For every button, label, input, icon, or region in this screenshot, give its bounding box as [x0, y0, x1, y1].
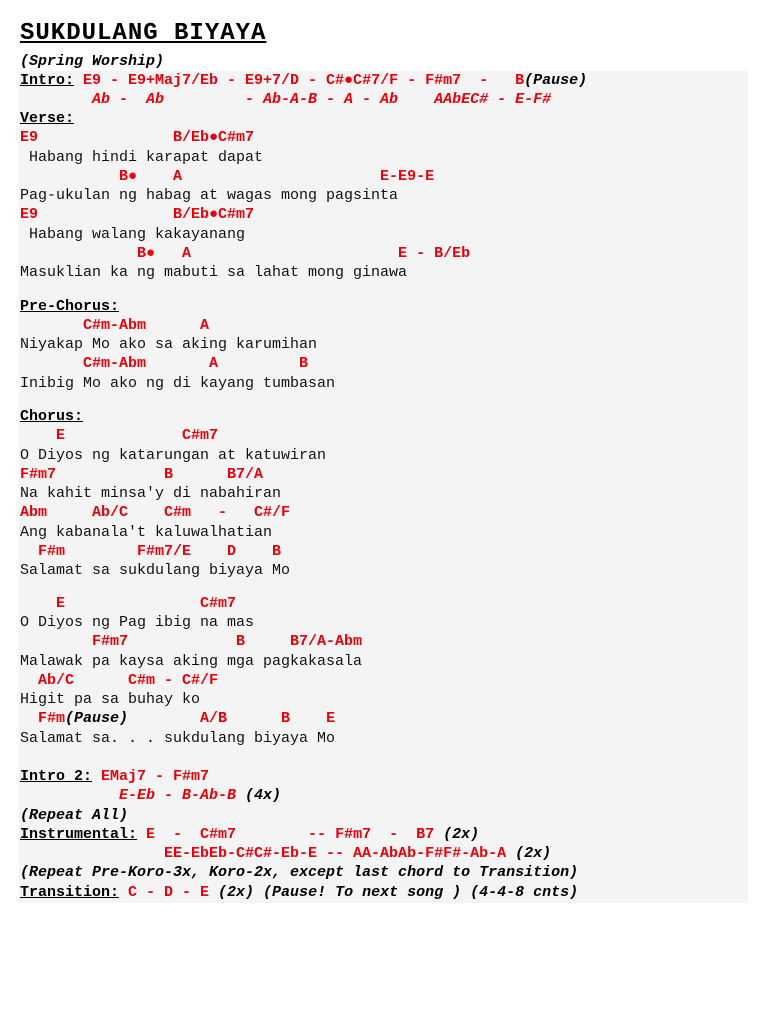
intro2-label: Intro 2: [20, 768, 93, 785]
chorus-chord-line: E C#m7 [20, 595, 237, 612]
instrumental-repeat-1: (2x) [434, 826, 480, 843]
verse-chord-line: E9 B/Eb●C#m7 [20, 206, 255, 223]
verse-lyric-line: Habang walang kakayanang [20, 226, 246, 243]
instrumental-label: Instrumental: [20, 826, 138, 843]
repeat-instructions: (Repeat Pre-Koro-3x, Koro-2x, except last chord to Transition) [20, 864, 579, 881]
instrumental-chords-2: EE-EbEb-C#C#-Eb-E -- AA-AbAb-F#F#-Ab-A [20, 845, 507, 862]
chorus-lyric-line: O Diyos ng katarungan at katuwiran [20, 447, 327, 464]
instrumental-line-2 [20, 844, 551, 863]
prechorus-lyric-line: Niyakap Mo ako sa aking karumihan [20, 336, 318, 353]
verse-lyric-line: Habang hindi karapat dapat [20, 149, 264, 166]
chorus-lyric-line: Ang kabanala't kaluwalhatian [20, 524, 273, 541]
verse-label: Verse: [20, 110, 75, 127]
chorus-chord-line: F#m F#m7/E D B [20, 543, 282, 560]
intro2-repeat: (4x) [236, 787, 282, 804]
intro-line-1 [20, 71, 587, 90]
chorus-chord-line: E C#m7 [20, 427, 219, 444]
verse-chord-line: B● A E - B/Eb [20, 245, 471, 262]
prechorus-chord-line: C#m-Abm A B [20, 355, 309, 372]
prechorus-lyric-line: Inibig Mo ako ng di kayang tumbasan [20, 375, 336, 392]
chorus-lyric-line: O Diyos ng Pag ibig na mas [20, 614, 255, 631]
intro-chords-2: Ab - Ab - Ab-A-B - A - Ab AAbEC# - E-F# [20, 91, 552, 108]
intro2-chords-2: E-Eb - B-Ab-B [20, 787, 237, 804]
chorus-lyric-line: Higit pa sa buhay ko [20, 691, 201, 708]
chorus-lyric-line: Salamat sa sukdulang biyaya Mo [20, 562, 291, 579]
verse-lyric-line: Pag-ukulan ng habag at wagas mong pagsinta [20, 187, 399, 204]
chorus-lyric-line: Na kahit minsa'y di nabahiran [20, 485, 282, 502]
chorus-lyric-line: Malawak pa kaysa aking mga pagkakasala [20, 653, 363, 670]
transition-label: Transition: [20, 884, 120, 901]
instrumental-chords-1: E - C#m7 -- F#m7 - B7 [137, 826, 435, 843]
transition-chords: C - D - E [119, 884, 210, 901]
prechorus-label: Pre-Chorus: [20, 298, 120, 315]
transition-note: (2x) (Pause! To next song ) (4-4-8 cnts) [209, 884, 579, 901]
prechorus-chord-line: C#m-Abm A [20, 317, 210, 334]
chorus-chord: A/B B E [128, 710, 336, 727]
intro-pause: (Pause) [524, 72, 588, 89]
intro2-line-2 [20, 786, 281, 805]
instrumental-line-1 [20, 825, 479, 844]
verse-lyric-line: Masuklian ka ng mabuti sa lahat mong ginawa [20, 264, 408, 281]
intro2-line-1 [20, 767, 209, 786]
intro-chords-1: E9 - E9+Maj7/Eb - E9+7/D - C#●C#7/F - F#m7 - B [74, 72, 525, 89]
chorus-lyric-line: Salamat sa. . . sukdulang biyaya Mo [20, 730, 336, 747]
pause-note: (Pause) [65, 710, 129, 727]
chorus-chord-line: Abm Ab/C C#m - C#/F [20, 504, 291, 521]
intro-label: Intro: [20, 72, 75, 89]
chorus-chord-line: Ab/C C#m - C#/F [20, 672, 219, 689]
subtitle: (Spring Worship) [20, 53, 165, 70]
song-title: SUKDULANG BIYAYA [20, 20, 267, 47]
chorus-chord-pause-line [20, 709, 335, 728]
verse-chord-line: E9 B/Eb●C#m7 [20, 129, 255, 146]
repeat-all-note: (Repeat All) [20, 807, 129, 824]
chorus-chord: F#m [20, 710, 66, 727]
chorus-chord-line: F#m7 B B7/A [20, 466, 264, 483]
instrumental-repeat-2: (2x) [506, 845, 552, 862]
transition-line [20, 883, 578, 902]
chorus-label: Chorus: [20, 408, 84, 425]
chorus-chord-line: F#m7 B B7/A-Abm [20, 633, 363, 650]
verse-chord-line: B● A E-E9-E [20, 168, 435, 185]
intro2-chords-1: EMaj7 - F#m7 [92, 768, 210, 785]
